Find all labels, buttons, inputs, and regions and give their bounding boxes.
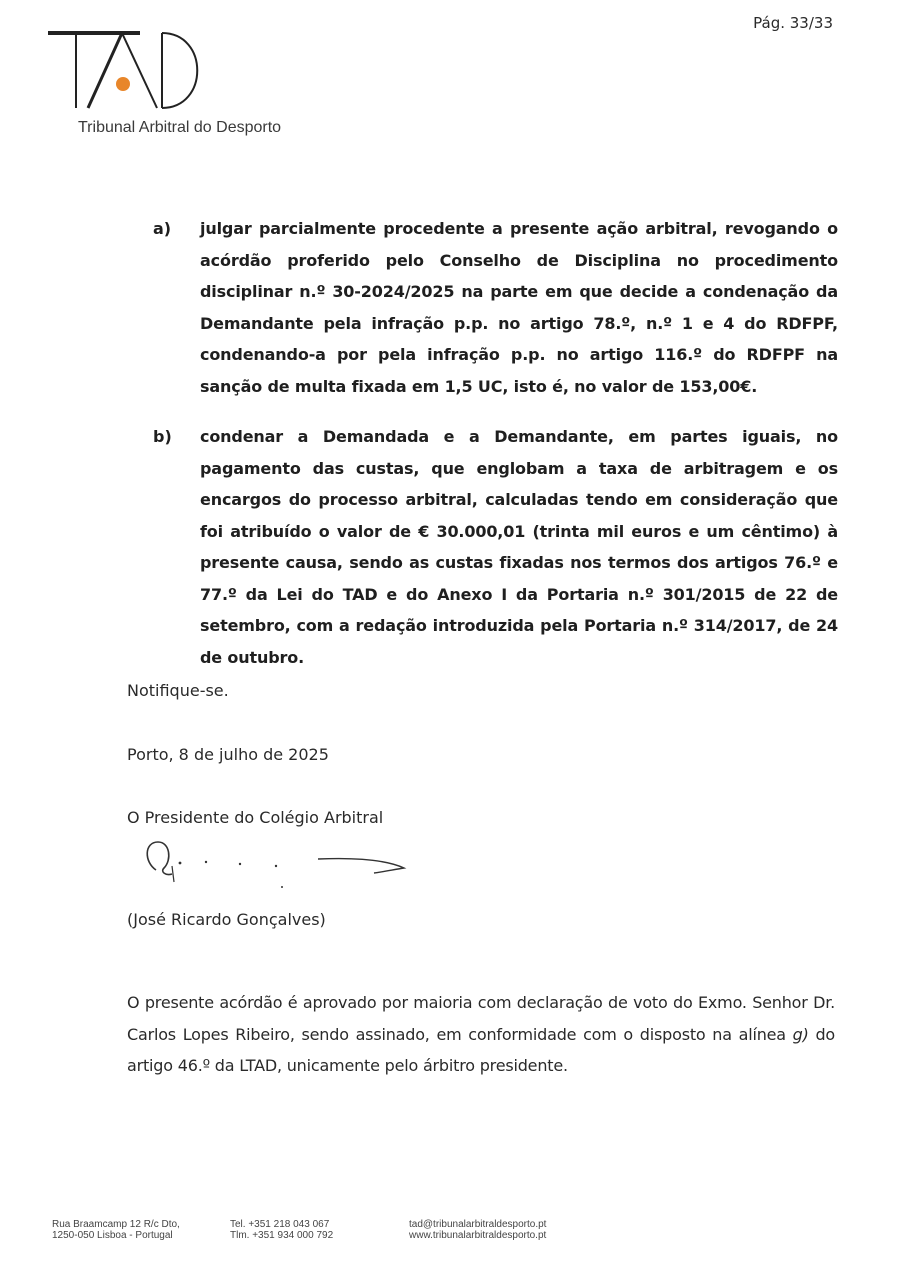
- footer-address: [52, 1219, 180, 1241]
- item-marker: a): [153, 219, 172, 238]
- closing-note-text: O presente acórdão é aprovado por maioria com declaração de voto do Exmo. Senhor Dr. Carlos Lopes Ribeiro, sendo assinado, em conformidade com o disposto na alínea: [127, 993, 835, 1044]
- item-marker: b): [153, 427, 172, 446]
- logo-subtitle: Tribunal Arbitral do Desporto: [78, 119, 282, 136]
- footer-mobile: Tlm. +351 934 000 792: [230, 1230, 334, 1241]
- footer-phone: Tel. +351 218 043 067: [230, 1219, 330, 1230]
- footer-email[interactable]: tad@tribunalarbitraldesporto.pt: [409, 1219, 547, 1230]
- signatory-name: (José Ricardo Gonçalves): [127, 910, 326, 929]
- tad-logo: [44, 28, 214, 117]
- footer-address-line1: Rua Braamcamp 12 R/c Dto,: [52, 1219, 180, 1230]
- closing-note: [127, 987, 835, 1082]
- handwritten-signature: [142, 836, 412, 900]
- page-number: Pág. 33/33: [753, 14, 833, 32]
- tad-logo-mark: [44, 28, 214, 113]
- closing-note-italic: g): [792, 1024, 809, 1044]
- footer-address-line2: 1250-050 Lisboa - Portugal: [52, 1230, 173, 1241]
- notify-line: Notifique-se.: [127, 681, 229, 700]
- date-line: Porto, 8 de julho de 2025: [127, 745, 329, 764]
- decision-list: [153, 213, 838, 692]
- footer-website[interactable]: www.tribunalarbitraldesporto.pt: [409, 1230, 547, 1241]
- decision-item-a: [153, 213, 838, 402]
- signatory-title: O Presidente do Colégio Arbitral: [127, 808, 384, 827]
- footer-contacts: [409, 1219, 546, 1241]
- decision-text: julgar parcialmente procedente a presente ação arbitral, revogando o acórdão proferido pelo Conselho de Disciplina no procedimento disciplinar n.º 30-2024/2025 na parte em que decide a condenação da Demandante pela infração p.p. no artigo 78.º, n.º 1 e 4 do RDFPF, condenando-a por pela infração p.p. no artigo 116.º do RDFPF na sanção de multa fixada em 1,5 UC, isto é, no valor de 153,00€.: [200, 219, 838, 396]
- decision-item-b: [153, 421, 838, 673]
- decision-text: condenar a Demandada e a Demandante, em partes iguais, no pagamento das custas, que englobam a taxa de arbitragem e os encargos do processo arbitral, calculadas tendo em consideração que foi atribuído o valor de € 30.000,01 (trinta mil euros e um cêntimo) à presente causa, sendo as custas fixadas nos termos dos artigos 76.º e 77.º da Lei do TAD e do Anexo I da Portaria n.º 301/2015 de 22 de setembro, com a redação introduzida pela Portaria n.º 314/2017, de 24 de outubro.: [200, 427, 838, 667]
- footer-phones: [230, 1219, 333, 1241]
- closing-note-text-end: do artigo 46.º da LTAD, unicamente pelo árbitro presidente.: [127, 1024, 835, 1075]
